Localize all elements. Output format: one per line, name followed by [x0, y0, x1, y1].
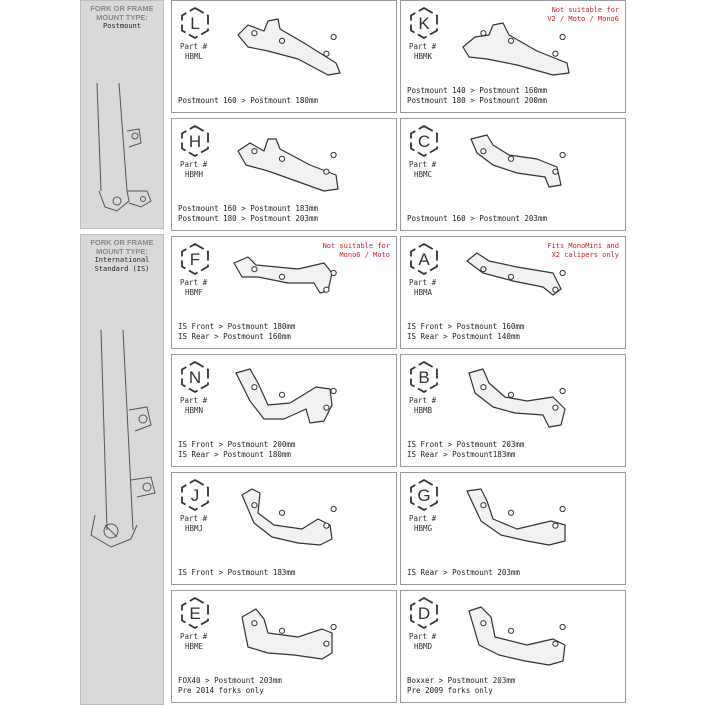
mount-specs — [407, 214, 547, 224]
badge-letter: D — [417, 604, 431, 623]
part-label: Part # — [409, 632, 437, 641]
letter-badge — [178, 242, 212, 276]
part-number — [409, 42, 436, 62]
part-code: HBMN — [185, 406, 204, 415]
spec-line: FOX40 > Postmount 203mm — [178, 676, 282, 685]
spec-line: Postmount 140 > Postmount 160mm — [407, 86, 547, 95]
part-code: HBMG — [414, 524, 433, 533]
badge-letter: A — [418, 250, 430, 269]
product-card-k — [400, 0, 626, 113]
part-code: HBMC — [414, 170, 433, 179]
part-number — [409, 396, 436, 416]
part-code: HBMJ — [185, 524, 204, 533]
spec-line: Postmount 180 > Postmount 203mm — [178, 214, 318, 223]
spec-line: IS Rear > Postmount 160mm — [178, 332, 291, 341]
part-code: HBME — [185, 642, 204, 651]
letter-badge — [407, 360, 441, 394]
letter-badge — [407, 242, 441, 276]
letter-badge — [407, 478, 441, 512]
part-number — [409, 514, 436, 534]
adaptor-drawing — [457, 125, 577, 201]
part-number — [180, 632, 207, 652]
spec-line: Postmount 160 > Postmount 180mm — [178, 96, 318, 105]
spec-line: Postmount 160 > Postmount 203mm — [407, 214, 547, 223]
part-code: HBMA — [414, 288, 433, 297]
mount-specs — [407, 86, 547, 106]
spec-line: Pre 2014 forks only — [178, 686, 264, 695]
mount-specs — [178, 440, 295, 460]
compatibility-note: Fits MonoMini and X2 calipers only — [547, 242, 619, 259]
part-number — [180, 42, 207, 62]
product-card-h — [171, 118, 397, 231]
part-number — [409, 160, 436, 180]
part-code: HBMB — [414, 406, 433, 415]
letter-badge — [178, 360, 212, 394]
letter-badge — [178, 596, 212, 630]
part-code: HBMF — [185, 288, 204, 297]
letter-badge — [178, 6, 212, 40]
spec-line: Pre 2009 forks only — [407, 686, 493, 695]
is-fork-illustration — [81, 235, 165, 706]
adaptor-drawing — [228, 7, 348, 83]
section-mount-type-2: Standard (IS) — [94, 265, 150, 273]
part-label: Part # — [180, 396, 208, 405]
part-code: HBML — [185, 52, 204, 61]
adaptor-drawing — [457, 479, 577, 555]
badge-letter: E — [189, 604, 201, 623]
mount-specs — [407, 322, 524, 342]
part-label: Part # — [180, 514, 208, 523]
spec-line: IS Rear > Postmount183mm — [407, 450, 516, 459]
spec-line: IS Rear > Postmount 140mm — [407, 332, 520, 341]
spec-line: IS Front > Postmount 180mm — [178, 322, 296, 331]
product-card-j — [171, 472, 397, 585]
mount-specs — [178, 204, 318, 224]
spec-line: Postmount 180 > Postmount 200mm — [407, 96, 547, 105]
badge-letter: K — [418, 14, 430, 33]
adaptor-drawing — [228, 125, 348, 201]
part-label: Part # — [409, 396, 437, 405]
part-label: Part # — [409, 278, 437, 287]
letter-badge — [178, 124, 212, 158]
spec-line: IS Rear > Postmount 203mm — [407, 568, 520, 577]
badge-letter: J — [190, 486, 200, 505]
product-card-n — [171, 354, 397, 467]
part-label: Part # — [180, 278, 208, 287]
letter-badge — [178, 478, 212, 512]
product-card-c — [400, 118, 626, 231]
adaptor-drawing — [457, 361, 577, 437]
product-card-l — [171, 0, 397, 113]
postmount-panel — [80, 0, 164, 229]
product-card-a — [400, 236, 626, 349]
badge-letter: B — [418, 368, 430, 387]
section-heading-line1: FORK OR FRAME — [90, 238, 154, 247]
letter-badge — [407, 6, 441, 40]
section-heading-line1: FORK OR FRAME — [90, 4, 154, 13]
product-card-b — [400, 354, 626, 467]
spec-line: IS Front > Postmount 160mm — [407, 322, 525, 331]
section-mount-type: Postmount — [103, 22, 141, 30]
compatibility-note: Not suitable for Mono6 / Moto — [322, 242, 390, 259]
product-card-d — [400, 590, 626, 703]
part-code: HBMK — [414, 52, 433, 61]
badge-letter: H — [188, 132, 202, 151]
badge-letter: C — [417, 132, 431, 151]
badge-letter: N — [188, 368, 202, 387]
part-label: Part # — [409, 160, 437, 169]
part-number — [180, 396, 207, 416]
spec-line: IS Front > Postmount 203mm — [407, 440, 525, 449]
spec-line: Postmount 160 > Postmount 183mm — [178, 204, 318, 213]
compatibility-note: Not suitable for V2 / Moto / Mono6 — [547, 6, 619, 23]
part-number — [180, 514, 207, 534]
section-mount-type: International — [94, 256, 150, 264]
mount-specs — [178, 568, 295, 578]
part-number — [409, 278, 436, 298]
spec-line: IS Rear > Postmount 180mm — [178, 450, 291, 459]
part-code: HBMH — [185, 170, 204, 179]
spec-line: Boxxer > Postmount 203mm — [407, 676, 516, 685]
spec-line: IS Front > Postmount 200mm — [178, 440, 296, 449]
product-card-g — [400, 472, 626, 585]
adaptor-drawing — [228, 479, 348, 555]
is-panel — [80, 234, 164, 705]
part-label: Part # — [180, 42, 208, 51]
postmount-fork-illustration — [81, 1, 165, 230]
section-heading-line2: MOUNT TYPE: — [96, 13, 148, 22]
mount-specs — [178, 676, 282, 696]
mount-specs — [407, 440, 524, 460]
mount-specs — [407, 568, 520, 578]
part-number — [180, 160, 207, 180]
part-label: Part # — [409, 514, 437, 523]
mount-specs — [178, 322, 295, 342]
part-label: Part # — [180, 160, 208, 169]
part-number — [180, 278, 207, 298]
part-number — [409, 632, 436, 652]
part-code: HBMD — [414, 642, 433, 651]
badge-letter: F — [189, 250, 201, 269]
letter-badge — [407, 596, 441, 630]
mount-specs — [407, 676, 515, 696]
part-label: Part # — [409, 42, 437, 51]
letter-badge — [407, 124, 441, 158]
section-heading-line2: MOUNT TYPE: — [96, 247, 148, 256]
adaptor-drawing — [457, 597, 577, 673]
spec-line: IS Front > Postmount 183mm — [178, 568, 296, 577]
mount-specs — [178, 96, 318, 106]
badge-letter: L — [190, 14, 200, 33]
badge-letter: G — [417, 486, 431, 505]
product-card-f — [171, 236, 397, 349]
product-card-e — [171, 590, 397, 703]
part-label: Part # — [180, 632, 208, 641]
adaptor-drawing — [228, 361, 348, 437]
adaptor-drawing — [228, 597, 348, 673]
